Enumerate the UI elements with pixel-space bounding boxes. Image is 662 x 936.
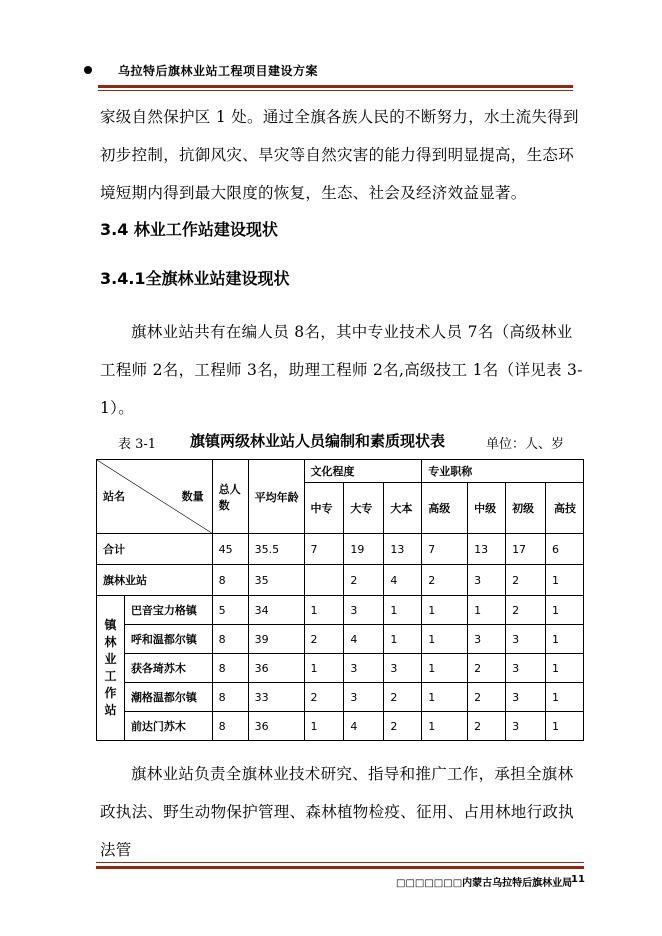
table-cell: 3 [344,596,384,625]
section-heading-3-4: 3.4 林业工作站建设现状 [100,220,278,239]
table-cell: 2 [422,565,468,596]
table-cell: 1 [545,712,583,741]
footer-organization: □□□□□□□内蒙古乌拉特后旗林业局 [396,878,573,889]
table-cell: 1 [422,712,468,741]
table-cell: 7 [422,534,468,565]
table-corner-cell [97,460,213,534]
row-label: 合计 [97,534,213,565]
table-cell: 2 [384,683,422,712]
table-cell: 8 [212,712,248,741]
section-heading-3-4-1: 3.4.1全旗林业站建设现状 [100,269,290,288]
table-row [97,712,584,741]
table-cell: 1 [545,565,583,596]
table-cell: 8 [212,683,248,712]
header-edu-col: 大专 [344,483,384,534]
row-label: 潮格温都尔镇 [124,683,212,712]
table-cell: 2 [468,654,506,683]
header-rule-thin [98,90,573,91]
table-row [97,596,584,625]
table-cell: 3 [468,565,506,596]
paragraph-3: 旗林业站负责全旗林业技术研究、指导和推广工作，承担全旗林政执法、野生动物保护管理、森林植物检疫、征用、占用林地行政执法管 [100,765,575,859]
row-label: 呼和温都尔镇 [124,625,212,654]
table-row [97,654,584,683]
header-edu-col: 大本 [384,483,422,534]
table-cell: 45 [212,534,248,565]
table-cell: 3 [344,683,384,712]
table-cell: 2 [468,683,506,712]
table-cell: 3 [506,683,546,712]
table-cell: 17 [506,534,546,565]
paragraph-1: 家级自然保护区 1 处。通过全旗各族人民的不断努力，水土流失得到初步控制，抗御风灾、旱灾等自然灾害的能力得到明显提高，生态环境短期内得到最大限度的恢复，生态、社会及经济效益显著。 [100,108,579,202]
table-cell: 5 [212,596,248,625]
table-cell: 33 [248,683,304,712]
header-title-col: 中级 [468,483,506,534]
header-title-col: 高技 [545,483,583,534]
row-label: 获各琦苏木 [124,654,212,683]
table-cell [304,565,344,596]
table-cell: 4 [344,625,384,654]
table-cell: 3 [506,654,546,683]
table-unit: 单位：人、岁 [486,437,565,452]
table-cell: 19 [344,534,384,565]
table-row [97,565,584,596]
table-cell: 2 [506,596,546,625]
table-cell: 35 [248,565,304,596]
table-row [97,625,584,654]
table-cell: 8 [212,565,248,596]
footer-rule [96,866,584,869]
table-cell: 1 [545,683,583,712]
table-cell: 1 [422,625,468,654]
header-bullet-icon [84,66,92,74]
header-title-col: 高级 [422,483,468,534]
footer-rule-thin [96,862,584,863]
table-cell: 34 [248,596,304,625]
table-cell: 3 [468,625,506,654]
header-education: 文化程度 [304,460,422,483]
header-professional-title: 专业职称 [422,460,584,483]
table-cell: 2 [384,712,422,741]
table-cell: 13 [384,534,422,565]
row-label: 巴音宝力格镇 [124,596,212,625]
table-cell: 2 [506,565,546,596]
header-title-col: 初级 [506,483,546,534]
table-cell: 3 [384,654,422,683]
table-cell: 36 [248,654,304,683]
table-cell: 8 [212,625,248,654]
header-rule [98,85,573,88]
header-title: 乌拉特后旗林业站工程项目建设方案 [118,64,319,78]
header-edu-col: 中专 [304,483,344,534]
table-cell: 39 [248,625,304,654]
table-cell: 3 [506,712,546,741]
table-cell: 1 [545,625,583,654]
table-cell: 1 [304,654,344,683]
table-cell: 1 [545,596,583,625]
table-cell: 1 [422,683,468,712]
header-total: 总人数 [212,460,248,534]
table-cell: 3 [506,625,546,654]
town-group-cell [97,596,125,741]
table-cell: 1 [304,596,344,625]
table-cell: 35.5 [248,534,304,565]
table-header-row [97,460,584,483]
table-cell: 2 [344,565,384,596]
table-title: 旗镇两级林业站人员编制和素质现状表 [190,432,446,450]
table-cell: 6 [545,534,583,565]
table-cell: 4 [384,565,422,596]
table-cell: 1 [422,654,468,683]
corner-station-label: 站名 [103,490,125,503]
table-cell: 7 [304,534,344,565]
table-cell: 8 [212,654,248,683]
paragraph-2: 旗林业站共有在编人员 8名，其中专业技术人员 7名（高级林业工程师 2名，工程师 3名，助理工程师 2名,高级技工 1名（详见表 3-1）。 [100,323,583,417]
table-number: 表 3-1 [118,437,157,452]
header-avg-age: 平均年龄 [248,460,304,534]
table-cell: 36 [248,712,304,741]
table-cell: 1 [545,654,583,683]
corner-count-label: 数量 [181,490,204,503]
table-cell: 1 [422,596,468,625]
table-cell: 2 [304,625,344,654]
table-cell: 3 [344,654,384,683]
table-cell: 2 [468,712,506,741]
town-group-label: 镇林业工作站 [104,618,117,717]
table-cell: 1 [304,712,344,741]
table-cell: 1 [384,625,422,654]
table-row [97,534,584,565]
row-label: 旗林业站 [97,565,213,596]
table-cell: 4 [344,712,384,741]
staffing-table [96,459,584,741]
table-cell: 1 [468,596,506,625]
table-cell: 2 [304,683,344,712]
table-cell: 1 [384,596,422,625]
page-number: 11 [571,874,585,885]
row-label: 前达门苏木 [124,712,212,741]
table-row [97,683,584,712]
table-cell: 13 [468,534,506,565]
